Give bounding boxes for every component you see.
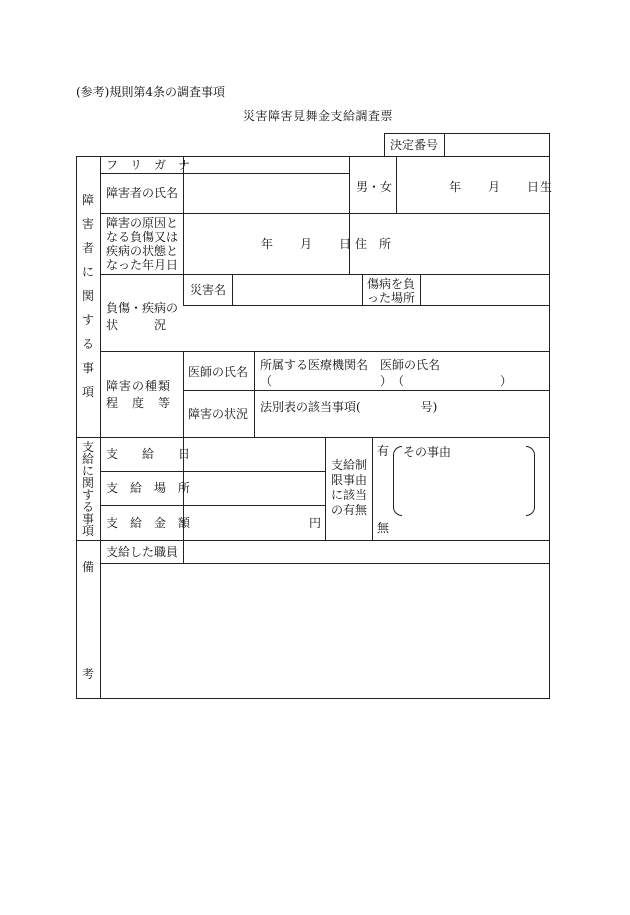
restriction-yes-option[interactable]: 有 <box>377 444 390 458</box>
remarks-label-bottom: 考 <box>82 667 95 681</box>
paying-staff-label: 支給した職員 <box>106 545 179 559</box>
section-payment-label: 支 給 に 関 す る 事 項 <box>81 440 94 538</box>
reason-open-paren <box>393 446 402 516</box>
reason-field[interactable] <box>404 461 524 513</box>
cause-date-field[interactable]: 年 月 日 <box>261 237 353 251</box>
injury-place-field[interactable] <box>422 276 548 304</box>
payment-date-label: 支 給 日 <box>106 447 191 461</box>
restriction-no-option[interactable]: 無 <box>377 521 390 535</box>
disability-type-label: 障害の種類 程 度 等 <box>106 379 172 410</box>
address-field[interactable] <box>398 216 548 272</box>
injury-status-label: 負傷・疾病の 状 況 <box>106 301 179 332</box>
injury-status-field[interactable] <box>185 307 548 349</box>
injury-place-label: 傷病を負 った場所 <box>367 277 416 305</box>
address-label: 住 所 <box>355 237 392 251</box>
reference-note: (参考)規則第4条の調査事項 <box>76 85 225 99</box>
decision-number-field[interactable] <box>446 135 548 154</box>
yen-unit: 円 <box>309 516 322 530</box>
page-title: 災害障害見舞金支給調査票 <box>243 109 394 123</box>
payment-date-field[interactable] <box>185 439 323 469</box>
furigana-field[interactable] <box>185 158 347 172</box>
disability-condition-label: 障害の状況 <box>188 407 249 421</box>
birthdate-field[interactable]: 年 月 日生 <box>449 180 554 194</box>
institution-doctor-field[interactable]: 所属する医療機関名 医師の氏名 （ ） （ ） <box>260 358 513 388</box>
restriction-label: 支給制 限事由 に該当 の有無 <box>331 458 368 517</box>
payment-place-field[interactable] <box>185 473 323 503</box>
name-label: 障害者の氏名 <box>106 186 179 200</box>
section-disabled-label: 障 害 者 に 関 す る 事 項 <box>81 193 94 399</box>
payment-amount-field[interactable] <box>185 507 313 537</box>
reason-label: その事由 <box>403 445 452 459</box>
payment-place-label: 支 給 場 所 <box>106 481 191 495</box>
paying-staff-field[interactable] <box>185 542 548 561</box>
remarks-label-top: 備 <box>82 560 95 574</box>
disaster-name-label: 災害名 <box>190 283 227 297</box>
doctor-name-label: 医師の氏名 <box>188 365 249 379</box>
furigana-label: フ リ ガ ナ <box>106 158 191 172</box>
disaster-name-field[interactable] <box>234 276 360 304</box>
name-field[interactable] <box>185 175 347 211</box>
remarks-field[interactable] <box>102 565 548 696</box>
payment-amount-label: 支 給 金 額 <box>106 516 191 530</box>
cause-date-label: 障害の原因と なる負傷又は 疾病の状態と なった年月日 <box>106 216 179 272</box>
reason-close-paren <box>526 446 535 516</box>
gender-selector[interactable]: 男・女 <box>356 180 393 194</box>
law-table-item-field[interactable]: 法別表の該当事項( 号) <box>260 400 438 414</box>
decision-number-label: 決定番号 <box>390 138 439 152</box>
